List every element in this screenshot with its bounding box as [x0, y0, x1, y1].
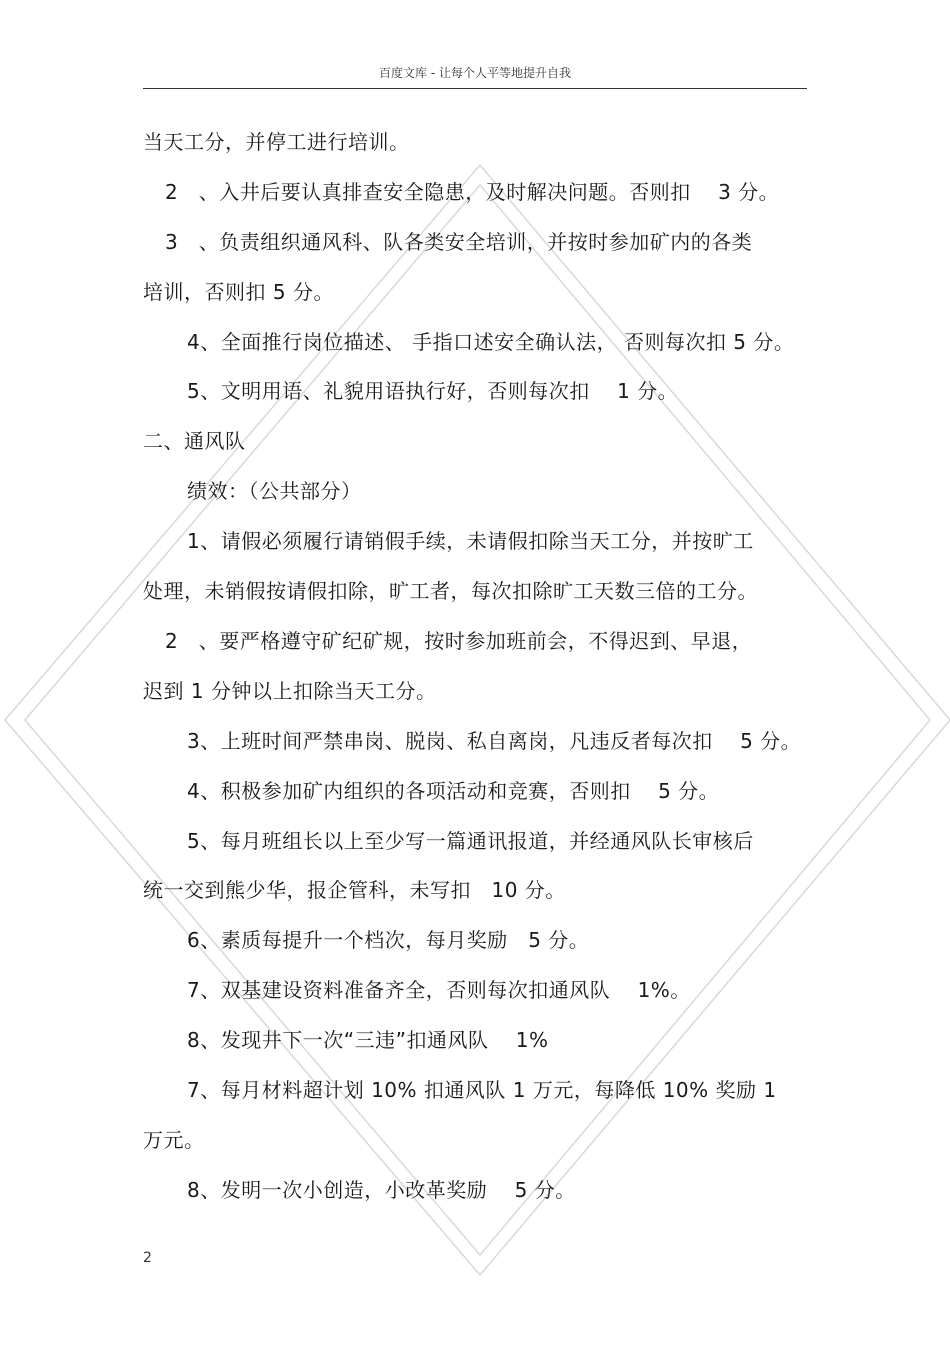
body-line-19: 8、发现井下一次“三违”扣通风队 1% [187, 1028, 549, 1052]
page-number: 2 [143, 1250, 152, 1266]
body-line-17: 6、素质每提升一个档次，每月奖励 5 分。 [187, 928, 590, 952]
section-heading: 二、通风队 [143, 429, 246, 453]
body-line-8: 绩效：（公共部分） [187, 479, 362, 503]
body-line-4: 培训，否则扣 5 分。 [143, 280, 334, 304]
body-line-6: 5、文明用语、礼貌用语执行好，否则每次扣 1 分。 [187, 379, 679, 403]
body-line-14: 4、积极参加矿内组织的各项活动和竞赛，否则扣 5 分。 [187, 779, 720, 803]
body-line-1: 当天工分，并停工进行培训。 [143, 130, 410, 154]
body-line-10: 处理，未销假按请假扣除，旷工者，每次扣除旷工天数三倍的工分。 [143, 579, 758, 603]
body-line-16: 统一交到熊少华，报企管科，未写扣 10 分。 [143, 878, 566, 902]
body-line-9: 1、请假必须履行请销假手续，未请假扣除当天工分，并按旷工 [187, 529, 754, 553]
body-line-11: 2 、要严格遵守矿纪矿规，按时参加班前会，不得迟到、早退， [165, 629, 753, 653]
body-line-18: 7、双基建设资料准备齐全，否则每次扣通风队 1%。 [187, 978, 691, 1002]
body-line-2: 2 、入井后要认真排查安全隐患，及时解决问题。否则扣 3 分。 [165, 180, 780, 204]
body-line-12: 迟到 1 分钟以上扣除当天工分。 [143, 679, 437, 703]
header-text: 百度文库 - 让每个人平等地提升自我 [379, 66, 571, 80]
page-header [143, 62, 807, 89]
body-line-15: 5、每月班组长以上至少写一篇通讯报道，并经通风队长审核后 [187, 829, 754, 853]
body-line-3: 3 、负责组织通风科、队各类安全培训，并按时参加矿内的各类 [165, 230, 753, 254]
body-line-13: 3、上班时间严禁串岗、脱岗、私自离岗，凡违反者每次扣 5 分。 [187, 729, 802, 753]
body-line-21: 万元。 [143, 1128, 205, 1152]
body-line-22: 8、发明一次小创造，小改革奖励 5 分。 [187, 1178, 576, 1202]
body-line-20: 7、每月材料超计划 10% 扣通风队 1 万元，每降低 10% 奖励 1 [187, 1078, 777, 1102]
body-line-5: 4、全面推行岗位描述、 手指口述安全确认法， 否则每次扣 5 分。 [187, 330, 795, 354]
